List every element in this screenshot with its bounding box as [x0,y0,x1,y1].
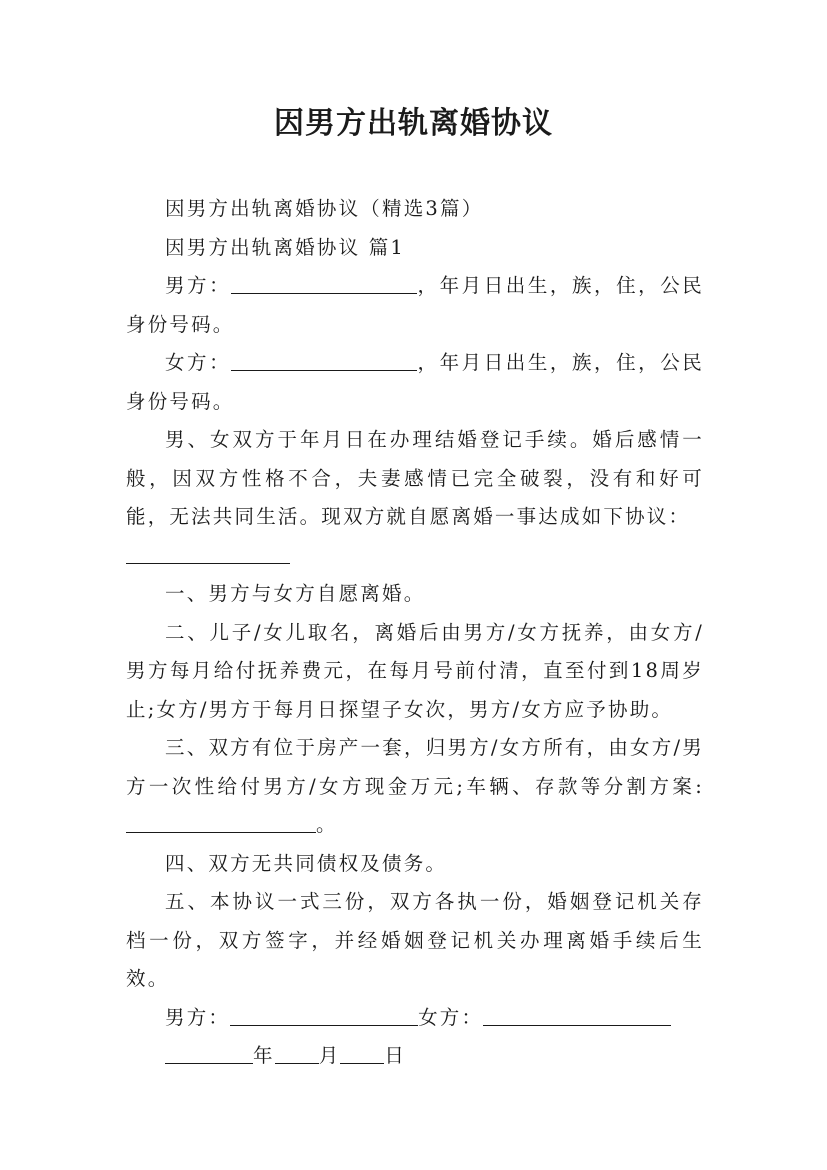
sign-husband-label: 男方： [165,1005,231,1029]
clause-2: 二、儿子/女儿取名，离婚后由男方/女方抚养，由女方/男方每月给付抚养费元，在每月号前付清，直至付到18周岁止;女方/男方于每月日探望子女次，男方/女方应予协助。 [126,620,704,721]
day-label: 日 [384,1044,407,1067]
intro-blank-line [126,537,704,576]
wife-info-paragraph [126,344,704,421]
husband-info-text: ，年月日出生，族，住，公民身份号码。 [126,274,704,336]
wife-signature-blank[interactable] [483,1003,671,1026]
month-blank[interactable] [275,1041,319,1064]
clause-5: 五、本协议一式三份，双方各执一份，婚姻登记机关存档一份，双方签字，并经婚姻登记机关办理离婚手续后生效。 [126,890,704,990]
clause-3-text: 三、双方有位于房产一套，归男方/女方所有，由女方/男方一次性给付男方/女方现金万元;车辆、存款等分割方案: [126,736,704,798]
document-title: 因男方出轨离婚协议 [274,106,553,141]
husband-label: 男方： [165,274,232,297]
husband-name-blank[interactable] [231,271,417,294]
sign-wife-label: 女方： [418,1005,484,1029]
document-subtitle: 因男方出轨离婚协议（精选3篇） [165,197,484,220]
wife-info-text: ，年月日出生，族，住，公民身份号码。 [126,351,704,413]
signature-line [126,999,704,1038]
clause-3-end: 。 [316,813,338,836]
year-blank[interactable] [165,1041,253,1064]
year-label: 年 [253,1044,275,1067]
husband-signature-blank[interactable] [230,1003,418,1026]
husband-info-paragraph [126,267,704,344]
clause-1: 一、男方与女方自愿离婚。 [165,582,426,605]
document-body [126,190,704,1076]
wife-label: 女方： [165,351,232,374]
intro-paragraph: 男、女双方于年月日在办理结婚登记手续。婚后感情一般，因双方性格不合，夫妻感情已完全破裂，没有和好可能，无法共同生活。现双方就自愿离婚一事达成如下协议： [126,428,704,528]
day-blank[interactable] [340,1041,384,1064]
division-plan-blank[interactable] [126,810,316,833]
month-label: 月 [318,1044,341,1067]
clause-4: 四、双方无共同债权及债务。 [165,851,448,875]
clause-3 [126,729,704,845]
intro-blank[interactable] [126,541,290,564]
wife-name-blank[interactable] [231,348,417,371]
section-heading: 因男方出轨离婚协议 篇1 [165,235,406,259]
date-line [126,1037,704,1076]
